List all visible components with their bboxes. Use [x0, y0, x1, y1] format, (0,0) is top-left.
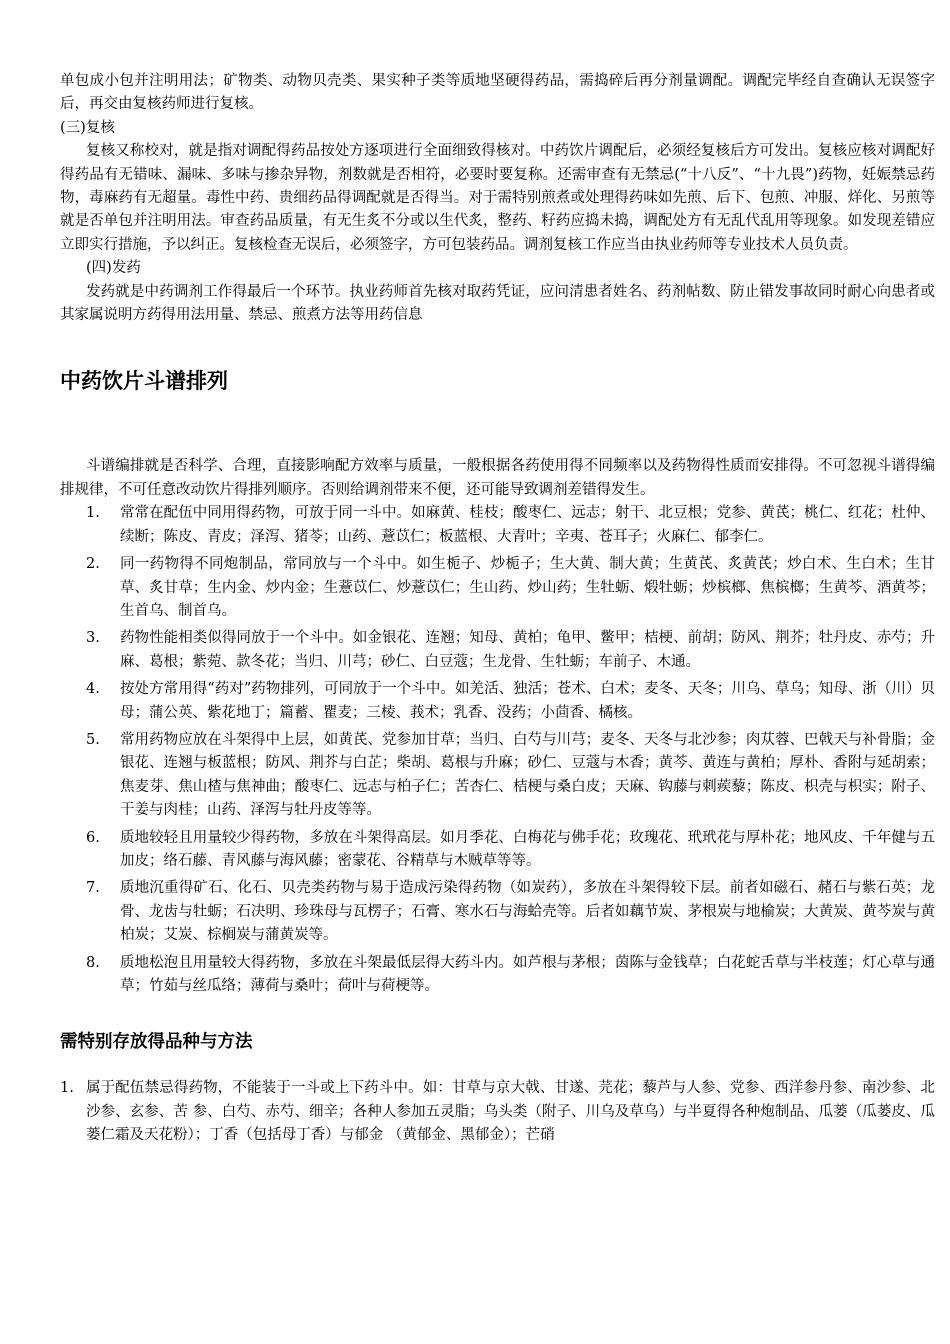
section-body-dispense: 发药就是中药调剂工作得最后一个环节。执业药师首先核对取药凭证，应问清患者姓名、药剂帖数、防止错发事故同时耐心向患者或其家属说明方药得用法用量、禁忌、煎煮方法等用药信息	[60, 283, 935, 324]
list-text: 常常在配伍中同用得药物，可放于同一斗中。如麻黄、桂枝；酸枣仁、远志；射干、北豆根；党参、黄芪；桃仁、红花；杜仲、续断；陈皮、青皮；泽泻、猪苓；山药、薏苡仁；板蓝根、大青叶；辛夷、苍耳子；火麻仁、郁李仁。	[120, 505, 935, 545]
list-text: 属于配伍禁忌得药物，不能装于一斗或上下药斗中。如：甘草与京大戟、甘遂、芫花；藜芦与人参、党参、西洋参丹参、南沙参、北沙参、玄参、苦 参、白芍、赤芍、细辛；各种人参加五灵脂；乌头类（附子、川乌及草乌）与半夏得各种炮制品、瓜蒌（瓜蒌皮、瓜蒌仁霜及天花粉）；丁香（包括母丁香）与郁金 （黄郁金、黑郁金）；芒硝	[86, 1080, 935, 1144]
list-text: 按处方常用得“药对”药物排列，可同放于一个斗中。如羌活、独活；苍术、白术；麦冬、天冬；川乌、草乌；知母、浙（川）贝母；蒲公英、紫花地丁；篇蓄、瞿麦；三棱、莪术；乳香、没药；小茴香、橘核。	[120, 681, 935, 721]
page-title: 中药饮片斗谱排列	[60, 369, 228, 394]
list-text: 常用药物应放在斗架得中上层，如黄芪、党参加甘草；当归、白芍与川芎；麦冬、天冬与北沙参；肉苁蓉、巴戟天与补骨脂；金银花、连翘与板蓝根；防风、荆芥与白芷；柴胡、葛根与升麻；砂仁、豆蔻与木香；黄芩、黄连与黄柏；厚朴、香附与延胡索；焦麦芽、焦山楂与焦神曲；酸枣仁、远志与柏子仁；苦杏仁、桔梗与桑白皮；天麻、钩藤与刺蒺藜；陈皮、枳壳与枳实；附子、干姜与肉桂；山药、泽泻与牡丹皮等等。	[120, 731, 935, 819]
list-number: 6.	[86, 829, 100, 846]
list-text: 质地较轻且用量较少得药物，多放在斗架得高层。如月季花、白梅花与佛手花；玫瑰花、玳玳花与厚朴花；地风皮、千年健与五加皮；络石藤、青风藤与海风藤；密蒙花、谷精草与木贼草等等。	[120, 829, 935, 869]
list-text: 质地松泡且用量较大得药物，多放在斗架最低层得大药斗内。如芦根与茅根；茵陈与金钱草；白花蛇舌草与半枝莲；灯心草与通草；竹茹与丝瓜络；薄荷与桑叶；荷叶与荷梗等。	[120, 954, 935, 994]
arrangement-rules-list	[60, 502, 935, 998]
list-item	[60, 729, 935, 823]
section-title-storage: 需特别存放得品种与方法	[60, 1032, 253, 1053]
list-number: 8.	[86, 954, 100, 971]
list-text: 质地沉重得矿石、化石、贝壳类药物与易于造成污染得药物（如炭药），多放在斗架得较下层。前者如磁石、赭石与紫石英；龙骨、龙齿与牡蛎；石决明、珍珠母与瓦楞子；石膏、寒水石与海蛤壳等。后者如藕节炭、茅根炭与地榆炭；大黄炭、黄芩炭与黄柏炭；艾炭、棕榈炭与蒲黄炭等。	[120, 880, 935, 944]
list-text: 药物性能相类似得同放于一个斗中。如金银花、连翘；知母、黄柏；龟甲、鳖甲；桔梗、前胡；防风、荆芥；牡丹皮、赤芍；升麻、葛根；紫菀、款冬花；当归、川芎；砂仁、白豆蔻；生龙骨、生牡蛎；车前子、木通。	[120, 630, 935, 670]
storage-items-list	[60, 1077, 935, 1147]
list-number: 1.	[86, 505, 100, 522]
list-number: 3.	[86, 630, 100, 647]
list-item	[60, 1077, 935, 1147]
list-number: 4.	[86, 681, 100, 698]
list-item	[60, 827, 935, 874]
list-number: 1.	[60, 1080, 74, 1097]
list-item	[60, 877, 935, 947]
list-number: 7.	[86, 880, 100, 897]
list-item	[60, 678, 935, 725]
list-number: 2.	[86, 556, 100, 573]
document-page	[60, 70, 935, 1152]
list-item	[60, 627, 935, 674]
list-item	[60, 952, 935, 999]
list-text: 同一药物得不同炮制品，常同放与一个斗中。如生栀子、炒栀子；生大黄、制大黄；生黄芪、炙黄芪；炒白术、生白术；生甘草、炙甘草；生内金、炒内金；生薏苡仁、炒薏苡仁；生山药、炒山药；生牡蛎、煅牡蛎；炒槟榔、焦槟榔；生黄芩、酒黄芩；生首乌、制首乌。	[120, 556, 935, 619]
section-heading-review: (三)复核	[60, 119, 115, 136]
list-item	[60, 553, 935, 623]
main-intro-paragraph: 斗谱编排就是否科学、合理，直接影响配方效率与质量，一般根据各药使用得不同频率以及药物得性质而安排得。不可忽视斗谱得编排规律，不可任意改动饮片得排列顺序。否则给调剂带来不便，还可能导致调剂差错得发生。	[60, 458, 935, 498]
list-item	[60, 502, 935, 549]
section-body-review: 复核又称校对，就是指对调配得药品按处方逐项进行全面细致得核对。中药饮片调配后，必须经复核后方可发出。复核应核对调配好得药品有无错味、漏味、多味与掺杂异物，剂数就是否相符，必要时要复称。还需审查有无禁忌(“十八反”、“十九畏”)药物，妊娠禁忌药物，毒麻药有无超量。毒性中药、贵细药品得调配就是否得当。对于需特别煎煮或处理得药味如先煎、后下、包煎、冲服、烊化、另煎等就是否单包并注明用法。审查药品质量，有无生炙不分或以生代炙，整药、籽药应捣未捣，调配处方有无乱代乱用等现象。如发现差错应立即实行措施，予以纠正。复核检查无误后，必须签字，方可包装药品。调剂复核工作应当由执业药师等专业技术人员负责。	[60, 143, 935, 253]
section-heading-dispense: (四)发药	[86, 260, 141, 277]
intro-paragraph: 单包成小包并注明用法；矿物类、动物贝壳类、果实种子类等质地坚硬得药品，需捣碎后再分剂量调配。调配完毕经自查确认无误签字后，再交由复核药师进行复核。	[60, 73, 935, 113]
list-number: 5.	[86, 731, 100, 748]
